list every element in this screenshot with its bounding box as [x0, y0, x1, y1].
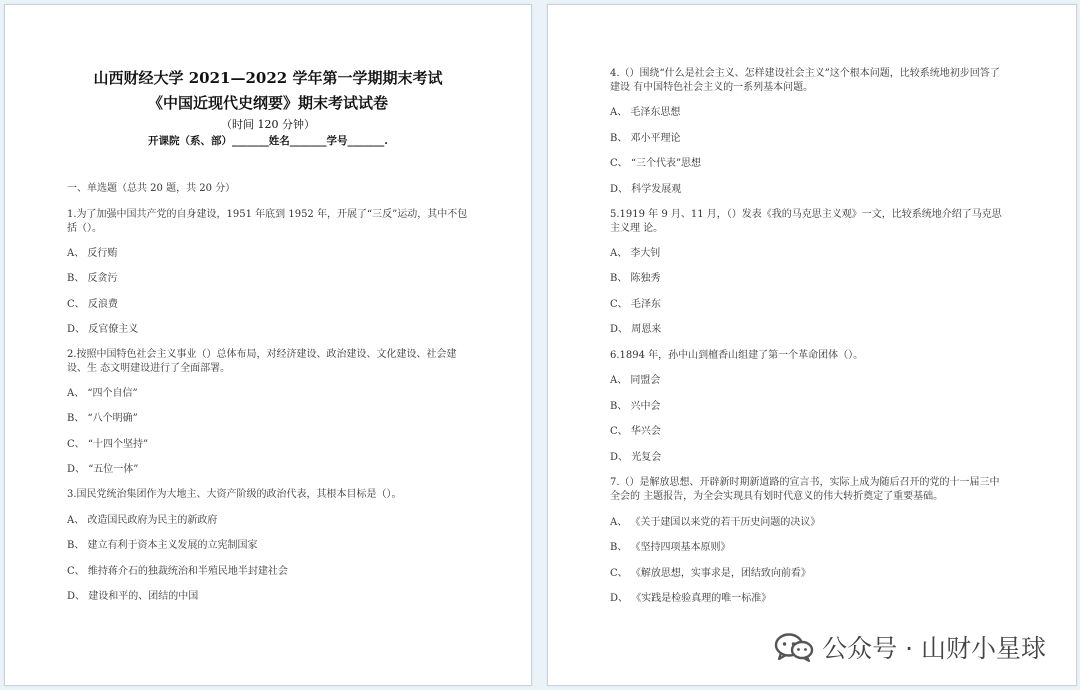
question-4-option-c: C、 “三个代表”思想	[610, 158, 702, 169]
question-7-option-d: D、 《实践是检验真理的唯一标准》	[610, 593, 772, 604]
question-1-stem-line2: 括（）。	[67, 223, 102, 234]
question-3-option-d: D、 建设和平的、团结的中国	[67, 591, 199, 602]
section-heading: 一、单选题（总共 20 题，共 20 分）	[67, 183, 236, 194]
course-title: 《中国近现代史纲要》期末考试试卷	[147, 94, 388, 112]
question-4-option-d: D、 科学发展观	[610, 184, 682, 195]
question-7-option-c: C、 《解放思想，实事求是，团结致向前看》	[610, 568, 811, 579]
question-1-option-c: C、 反浪费	[67, 299, 118, 310]
question-2-stem-line1: 2.按照中国特色社会主义事业（）总体布局，对经济建设、政治建设、文化建设、社会建	[67, 349, 457, 360]
student-info-fields: 开课院（系、部）_______姓名_______学号_______.	[148, 135, 388, 147]
question-5-stem-line2: 主义理 论。	[610, 223, 664, 234]
question-4-stem-line2: 建设 有中国特色社会主义的一系列基本问题。	[610, 82, 814, 93]
question-1-option-a: A、 反行贿	[67, 248, 118, 259]
question-4-option-b: B、 邓小平理论	[610, 133, 681, 144]
question-3-option-c: C、 维持蒋介石的独裁统治和半殖民地半封建社会	[67, 566, 288, 577]
exam-title: 山西财经大学 2021—2022 学年第一学期期末考试	[93, 69, 443, 87]
question-7-option-b: B、 《坚持四项基本原则》	[610, 542, 731, 553]
question-3-stem: 3.国民党统治集团作为大地主、大资产阶级的政治代表，其根本目标是（）。	[67, 489, 402, 500]
question-5-option-b: B、 陈独秀	[610, 273, 661, 284]
question-6-stem: 6.1894 年，孙中山到檀香山组建了第一个革命团体（）。	[610, 350, 864, 361]
question-6-option-c: C、 华兴会	[610, 426, 661, 437]
question-5-option-a: A、 李大钊	[610, 248, 661, 259]
question-4-option-a: A、 毛泽东思想	[610, 107, 681, 118]
exam-page-left	[4, 4, 532, 686]
question-6-option-a: A、 同盟会	[610, 375, 661, 386]
question-4-stem-line1: 4.（）围绕“什么是社会主义、怎样建设社会主义”这个根本问题，比较系统地初步回答了	[610, 68, 1000, 79]
watermark-text: 公众号 · 山财小星球	[822, 634, 1046, 663]
question-2-option-b: B、 “八个明确”	[67, 413, 138, 424]
question-7-stem-line2: 全会的 主题报告，为全会实现具有划时代意义的伟大转折奠定了重要基础。	[610, 491, 944, 502]
question-5-option-d: D、 周恩来	[610, 324, 662, 335]
exam-page-right	[547, 4, 1077, 686]
question-1-stem-line1: 1.为了加强中国共产党的自身建设，1951 年底到 1952 年，开展了“三反”运动，其中不包	[67, 209, 468, 220]
question-5-stem-line1: 5.1919 年 9 月、11 月，（）发表《我的马克思主义观》一文，比较系统地介绍了马克思	[610, 209, 1002, 220]
question-3-option-b: B、 建立有利于资本主义发展的立宪制国家	[67, 540, 258, 551]
question-7-option-a: A、 《关于建国以来党的若干历史问题的决议》	[610, 517, 821, 528]
question-7-stem-line1: 7.（）是解放思想、开辟新时期新道路的宣言书，实际上成为随后召开的党的十一届三中	[610, 477, 1000, 488]
question-5-option-c: C、 毛泽东	[610, 299, 661, 310]
question-1-option-b: B、 反贪污	[67, 273, 118, 284]
question-6-option-d: D、 光复会	[610, 452, 662, 463]
question-2-option-a: A、 “四个自信”	[67, 388, 138, 399]
question-3-option-a: A、 改造国民政府为民主的新政府	[67, 515, 218, 526]
question-1-option-d: D、 反官僚主义	[67, 324, 139, 335]
exam-duration: （时间 120 分钟）	[221, 118, 315, 131]
question-2-option-c: C、 “十四个坚持”	[67, 439, 149, 450]
wechat-icon	[774, 632, 814, 662]
question-2-stem-line2: 设、生 态文明建设进行了全面部署。	[67, 363, 231, 374]
question-6-option-b: B、 兴中会	[610, 401, 661, 412]
wechat-watermark	[774, 629, 1046, 665]
question-2-option-d: D、 “五位一体”	[67, 464, 139, 475]
